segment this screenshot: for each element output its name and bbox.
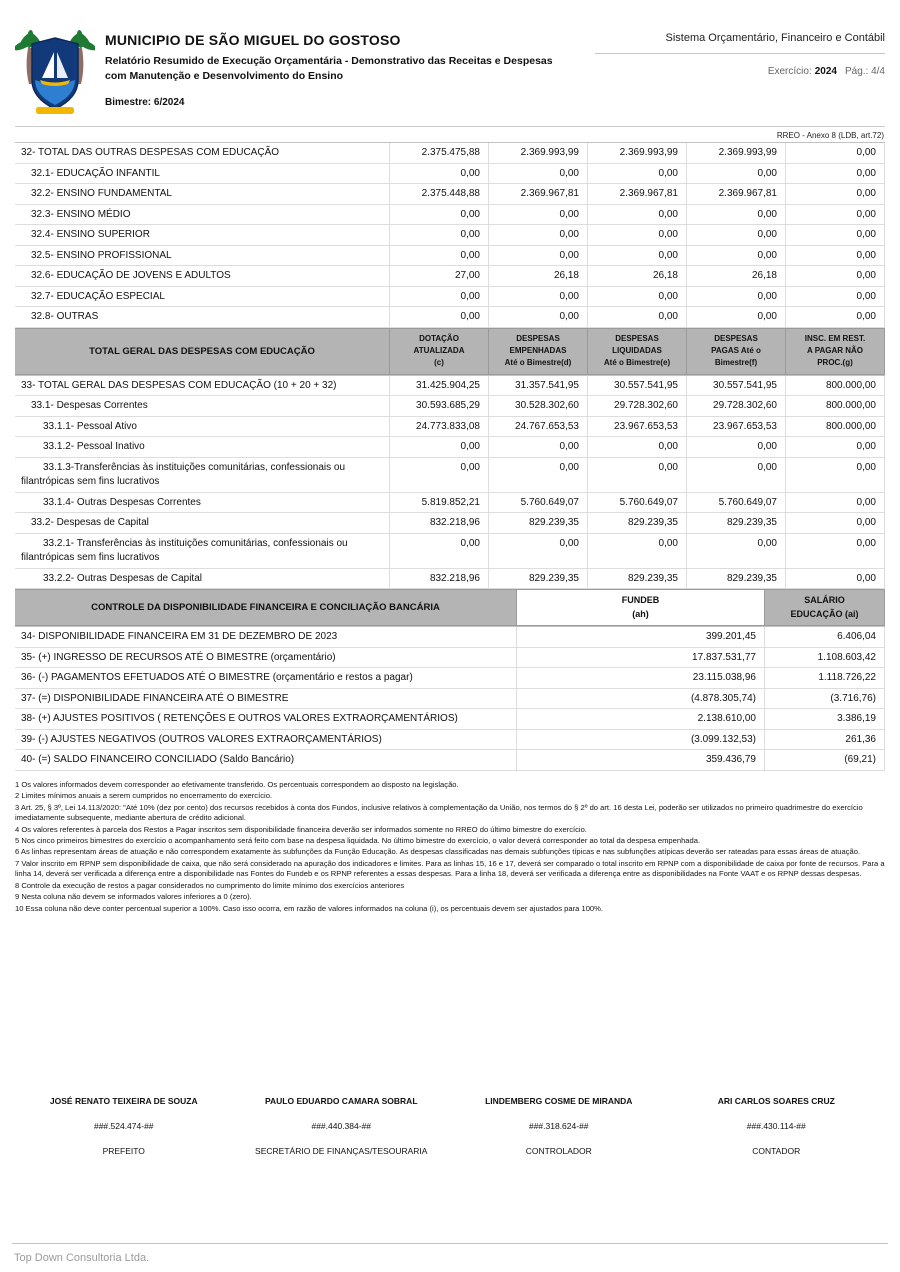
row-value: 261,36 [765, 730, 885, 750]
row-label: 33.1.1- Pessoal Ativo [15, 417, 390, 437]
row-value: 800.000,00 [786, 396, 885, 416]
row-value: 0,00 [489, 287, 588, 307]
row-value: 0,00 [588, 287, 687, 307]
signer-cpf: ###.430.114-## [746, 1121, 806, 1131]
row-value: 829.239,35 [588, 513, 687, 533]
row-label: 39- (-) AJUSTES NEGATIVOS (OUTROS VALORES EXTRAORÇAMENTÁRIOS) [15, 730, 517, 750]
row-value: 829.239,35 [687, 513, 786, 533]
row-value: 31.357.541,95 [489, 376, 588, 396]
municipality-name: MUNICIPIO DE SÃO MIGUEL DO GOSTOSO [105, 32, 401, 48]
row-value: 2.369.993,99 [588, 143, 687, 163]
exercise-label: Exercício: [767, 66, 812, 77]
row-value: 30.528.302,60 [489, 396, 588, 416]
footnote: 8 Controle da execução de restos a pagar considerados no cumprimento do limite mínimo dos exercícios anteriores [15, 880, 405, 890]
row-value: 17.837.531,77 [517, 648, 765, 668]
row-value: 829.239,35 [588, 569, 687, 589]
row-value: 5.819.852,21 [390, 493, 489, 513]
table-row [15, 184, 885, 205]
row-value: 0,00 [786, 164, 885, 184]
row-value: 3.386,19 [765, 709, 885, 729]
row-value: 0,00 [489, 307, 588, 327]
row-value: 6.406,04 [765, 627, 885, 647]
row-value: 2.369.993,99 [489, 143, 588, 163]
table-row [15, 730, 885, 751]
row-value: 0,00 [588, 225, 687, 245]
row-value: 0,00 [687, 164, 786, 184]
signer-role: PREFEITO [102, 1146, 145, 1156]
row-label: 36- (-) PAGAMENTOS EFETUADOS ATÉ O BIMESTRE (orçamentário e restos a pagar) [15, 668, 517, 688]
report-title-line2: com Manutenção e Desenvolvimento do Ensino [105, 69, 344, 82]
footnote: 7 Valor inscrito em RPNP sem disponibilidade de caixa, que não será considerado na apuração dos indicadores e limites. Para as linhas 15, 16 e 17, deverá ser comparado o total inscrito em RPNP com a disponibilidade de caixa por fonte de recursos. Para a linha 14, deverá ser verificada a diferença entre a disponibilidade nas Fontes do Fundeb e os RPNP referentes a essas despesas. Para a linha 18, deverá ser verificada a diferença entre as disponibilidades na Fonte VAAT e os RPNP dessas despesas. [15, 858, 885, 879]
vendor-name: Top Down Consultoria Ltda. [14, 1252, 150, 1264]
row-value: 5.760.649,07 [588, 493, 687, 513]
row-value: 0,00 [390, 458, 489, 492]
row-label: 33.1.2- Pessoal Inativo [15, 437, 390, 457]
table-row [15, 396, 885, 417]
row-value: 0,00 [687, 205, 786, 225]
table-row [15, 307, 885, 328]
header-meta [595, 28, 885, 77]
row-label: 32.3- ENSINO MÉDIO [15, 205, 390, 225]
row-value: 2.375.475,88 [390, 143, 489, 163]
footer-divider [12, 1243, 888, 1244]
table-row [15, 627, 885, 648]
row-value: 0,00 [687, 246, 786, 266]
row-value: 24.773.833,08 [390, 417, 489, 437]
footnotes [15, 780, 885, 915]
row-value: 2.369.993,99 [687, 143, 786, 163]
row-value: 0,00 [687, 437, 786, 457]
signature [668, 1096, 886, 1156]
row-label: 32.4- ENSINO SUPERIOR [15, 225, 390, 245]
table-row [15, 287, 885, 308]
signer-cpf: ###.318.624-## [528, 1121, 589, 1131]
row-value: 829.239,35 [489, 569, 588, 589]
row-value: 0,00 [588, 164, 687, 184]
table-row [15, 569, 885, 590]
footnote: 2 Limites mínimos anuais a serem cumpridos no encerramento do exercício. [15, 791, 273, 801]
table-row [15, 376, 885, 397]
row-value: 30.557.541,95 [687, 376, 786, 396]
row-value: 0,00 [390, 534, 489, 568]
row-value: 0,00 [786, 287, 885, 307]
signature-block [15, 1096, 885, 1156]
row-value: 0,00 [390, 205, 489, 225]
row-label: 32.2- ENSINO FUNDAMENTAL [15, 184, 390, 204]
row-value: 30.557.541,95 [588, 376, 687, 396]
row-label: 34- DISPONIBILIDADE FINANCEIRA EM 31 DE DEZEMBRO DE 2023 [15, 627, 517, 647]
row-label: 32.7- EDUCAÇÃO ESPECIAL [15, 287, 390, 307]
row-label: 33- TOTAL GERAL DAS DESPESAS COM EDUCAÇÃO (10 + 20 + 32) [15, 376, 390, 396]
row-value: 0,00 [588, 534, 687, 568]
row-value: 26,18 [687, 266, 786, 286]
row-label: 33.2.2- Outras Despesas de Capital [15, 569, 390, 589]
row-value: 0,00 [390, 287, 489, 307]
footnote: 4 Os valores referentes à parcela dos Restos a Pagar inscritos sem disponibilidade financeira deverão ser informados somente no RREO do último bimestre do exercício. [15, 824, 587, 834]
row-value: 0,00 [588, 307, 687, 327]
row-value: 0,00 [786, 246, 885, 266]
row-value: 0,00 [588, 246, 687, 266]
row-value: 0,00 [489, 205, 588, 225]
row-value: 0,00 [786, 266, 885, 286]
row-value: 832.218,96 [390, 569, 489, 589]
row-value: 829.239,35 [687, 569, 786, 589]
row-value: 29.728.302,60 [588, 396, 687, 416]
row-value: 30.593.685,29 [390, 396, 489, 416]
annex-reference: RREO - Anexo 8 (LDB, art.72) [776, 131, 884, 140]
table-row [15, 143, 885, 164]
row-label: 32.6- EDUCAÇÃO DE JOVENS E ADULTOS [15, 266, 390, 286]
signer-name: PAULO EDUARDO CAMARA SOBRAL [264, 1096, 418, 1106]
row-value: 0,00 [489, 225, 588, 245]
signature [450, 1096, 668, 1156]
row-value: 0,00 [390, 437, 489, 457]
table-row [15, 205, 885, 226]
row-value: 29.728.302,60 [687, 396, 786, 416]
band-title-financial-control: CONTROLE DA DISPONIBILIDADE FINANCEIRA E CONCILIAÇÃO BANCÁRIA [15, 590, 517, 625]
column-header: DESPESAS LIQUIDADAS Até o Bimestre(e) [588, 329, 687, 374]
table-row [15, 709, 885, 730]
row-value: 0,00 [786, 569, 885, 589]
row-value: 24.767.653,53 [489, 417, 588, 437]
row-value: 0,00 [588, 458, 687, 492]
report-title-line1: Relatório Resumido de Execução Orçamentária - Demonstrativo das Receitas e Despesas [105, 55, 553, 67]
signer-role: CONTADOR [752, 1146, 801, 1156]
row-value: 0,00 [687, 225, 786, 245]
row-value: 0,00 [786, 184, 885, 204]
table-row [15, 493, 885, 514]
row-value: 0,00 [489, 534, 588, 568]
row-value: (4.878.305,74) [517, 689, 765, 709]
column-header: DOTAÇÃO ATUALIZADA (c) [390, 329, 489, 374]
row-label: 33.1.3-Transferências às instituições comunitárias, confessionais ou filantrópicas sem fins lucrativos [15, 458, 390, 492]
footnote: 3 Art. 25, § 3º, Lei 14.113/2020: "Até 10% (dez por cento) dos recursos recebidos à conta dos Fundos, inclusive relativos à complementação da União, nos termos do § 2º do art. 16 desta Lei, poderão ser utilizados no primeiro quadrimestre do exercício imediatamente subsequente, mediante abertura de crédito adicional. [15, 802, 863, 823]
signature [233, 1096, 451, 1156]
row-value: 832.218,96 [390, 513, 489, 533]
row-value: 0,00 [786, 493, 885, 513]
row-label: 32- TOTAL DAS OUTRAS DESPESAS COM EDUCAÇÃO [15, 143, 390, 163]
row-value: 0,00 [390, 246, 489, 266]
row-label: 40- (=) SALDO FINANCEIRO CONCILIADO (Saldo Bancário) [15, 750, 517, 770]
row-value: 5.760.649,07 [489, 493, 588, 513]
table-row [15, 266, 885, 287]
row-label: 33.2- Despesas de Capital [15, 513, 390, 533]
exercise-page-info [595, 66, 885, 77]
footnote: 6 As linhas representam áreas de atuação e não correspondem exatamente às subfunções da Função Educação. As despesas classificadas nas demais subfunções típicas e nas subfunções atípicas deverão ser rateadas para essas áreas de atuação. [15, 847, 861, 857]
row-label: 33.1- Despesas Correntes [15, 396, 390, 416]
table-row [15, 246, 885, 267]
row-value: 0,00 [390, 164, 489, 184]
table-row [15, 648, 885, 669]
row-value: 399.201,45 [517, 627, 765, 647]
header-titles [97, 28, 595, 108]
row-value: 0,00 [687, 307, 786, 327]
row-value: 0,00 [786, 458, 885, 492]
row-value: 0,00 [786, 307, 885, 327]
signature [15, 1096, 233, 1156]
row-value: 0,00 [588, 437, 687, 457]
table-row [15, 458, 885, 493]
row-value: 0,00 [786, 437, 885, 457]
row-value: 26,18 [588, 266, 687, 286]
row-value: 2.369.967,81 [687, 184, 786, 204]
column-header: DESPESAS EMPENHADAS Até o Bimestre(d) [489, 329, 588, 374]
table-row [15, 534, 885, 569]
row-value: 829.239,35 [489, 513, 588, 533]
row-value: 2.369.967,81 [588, 184, 687, 204]
row-value: 0,00 [687, 534, 786, 568]
row-value: 2.369.967,81 [489, 184, 588, 204]
row-value: (3.716,76) [765, 689, 885, 709]
row-value: 23.115.038,96 [517, 668, 765, 688]
row-value: 359.436,79 [517, 750, 765, 770]
row-value: 800.000,00 [786, 376, 885, 396]
row-value: 0,00 [687, 287, 786, 307]
row-label: 32.5- ENSINO PROFISSIONAL [15, 246, 390, 266]
report-header [15, 28, 885, 121]
row-value: 0,00 [390, 225, 489, 245]
total-expenses-band [15, 328, 885, 375]
column-header: INSC. EM REST. A PAGAR NÃO PROC.(g) [786, 329, 885, 374]
signer-name: ARI CARLOS SOARES CRUZ [717, 1096, 835, 1106]
table-row [15, 513, 885, 534]
signer-cpf: ###.440.384-## [311, 1121, 372, 1131]
row-value: 0,00 [489, 246, 588, 266]
row-value: 31.425.904,25 [390, 376, 489, 396]
row-value: (69,21) [765, 750, 885, 770]
row-value: 0,00 [786, 534, 885, 568]
row-value: 0,00 [390, 307, 489, 327]
row-value: 27,00 [390, 266, 489, 286]
row-value: 0,00 [786, 225, 885, 245]
row-label: 32.8- OUTRAS [15, 307, 390, 327]
exercise-value: 2024 [814, 66, 837, 77]
row-value: 0,00 [786, 513, 885, 533]
row-value: 1.118.726,22 [765, 668, 885, 688]
row-value: 23.967.653,53 [588, 417, 687, 437]
row-label: 32.1- EDUCAÇÃO INFANTIL [15, 164, 390, 184]
row-label: 38- (+) AJUSTES POSITIVOS ( RETENÇÕES E OUTROS VALORES EXTRAORÇAMENTÁRIOS) [15, 709, 517, 729]
municipality-coat-of-arms-icon [15, 28, 97, 121]
table-row [15, 750, 885, 771]
signer-role: CONTROLADOR [525, 1146, 592, 1156]
footnote: 5 Nos cinco primeiros bimestres do exercício o acompanhamento será feito com base na despesa liquidada. No último bimestre do exercício, o valor deverá corresponder ao total da despesa empenhada. [15, 836, 701, 846]
bimester-label: Bimestre: 6/2024 [105, 97, 185, 109]
table-row [15, 164, 885, 185]
signer-name: LINDEMBERG COSME DE MIRANDA [485, 1096, 633, 1106]
row-value: 26,18 [489, 266, 588, 286]
row-label: 35- (+) INGRESSO DE RECURSOS ATÉ O BIMESTRE (orçamentário) [15, 648, 517, 668]
page-number: Pág.: 4/4 [844, 66, 885, 77]
row-value: 5.760.649,07 [687, 493, 786, 513]
row-value: 0,00 [687, 458, 786, 492]
signer-name: JOSÉ RENATO TEIXEIRA DE SOUZA [49, 1096, 198, 1106]
table-row [15, 225, 885, 246]
row-value: 0,00 [489, 458, 588, 492]
financial-control-table [15, 626, 885, 771]
row-value: 0,00 [786, 143, 885, 163]
column-header: SALÁRIO EDUCAÇÃO (ai) [765, 590, 885, 625]
row-value: 0,00 [588, 205, 687, 225]
table-row [15, 668, 885, 689]
table-row [15, 417, 885, 438]
table-row [15, 689, 885, 710]
row-value: 0,00 [489, 164, 588, 184]
row-value: 23.967.653,53 [687, 417, 786, 437]
header-divider [15, 126, 885, 127]
row-label: 33.2.1- Transferências às instituições comunitárias, confessionais ou filantrópicas sem fins lucrativos [15, 534, 390, 568]
signer-role: SECRETÁRIO DE FINANÇAS/TESOURARIA [255, 1146, 428, 1156]
signer-cpf: ###.524.474-## [93, 1121, 154, 1131]
table-row [15, 437, 885, 458]
column-header: FUNDEB (ah) [517, 590, 765, 625]
row-label: 37- (=) DISPONIBILIDADE FINANCEIRA ATÉ O BIMESTRE [15, 689, 517, 709]
row-label: 33.1.4- Outras Despesas Correntes [15, 493, 390, 513]
footnote: 9 Nesta coluna não devem se informados valores inferiores a 0 (zero). [15, 892, 252, 902]
row-value: 2.138.610,00 [517, 709, 765, 729]
footnote: 1 Os valores informados devem corresponder ao efetivamente transferido. Os percentuais correspondem ao disposto na legislação. [15, 779, 459, 789]
band-title-total-expenses: TOTAL GERAL DAS DESPESAS COM EDUCAÇÃO [15, 329, 390, 374]
row-value: 1.108.603,42 [765, 648, 885, 668]
system-name: Sistema Orçamentário, Financeiro e Contábil [595, 32, 885, 54]
row-value: 800.000,00 [786, 417, 885, 437]
row-value: 2.375.448,88 [390, 184, 489, 204]
other-education-expenses-table [15, 142, 885, 328]
footnote: 10 Essa coluna não deve conter percentual superior a 100%. Caso isso ocorra, em razão de valores informados na coluna (i), os percentuais devem ser ajustados para 100%. [15, 903, 604, 913]
column-header: DESPESAS PAGAS Até o Bimestre(f) [687, 329, 786, 374]
row-value: 0,00 [489, 437, 588, 457]
financial-control-band [15, 589, 885, 626]
row-value: 0,00 [786, 205, 885, 225]
total-expenses-table [15, 375, 885, 590]
row-value: (3.099.132,53) [517, 730, 765, 750]
